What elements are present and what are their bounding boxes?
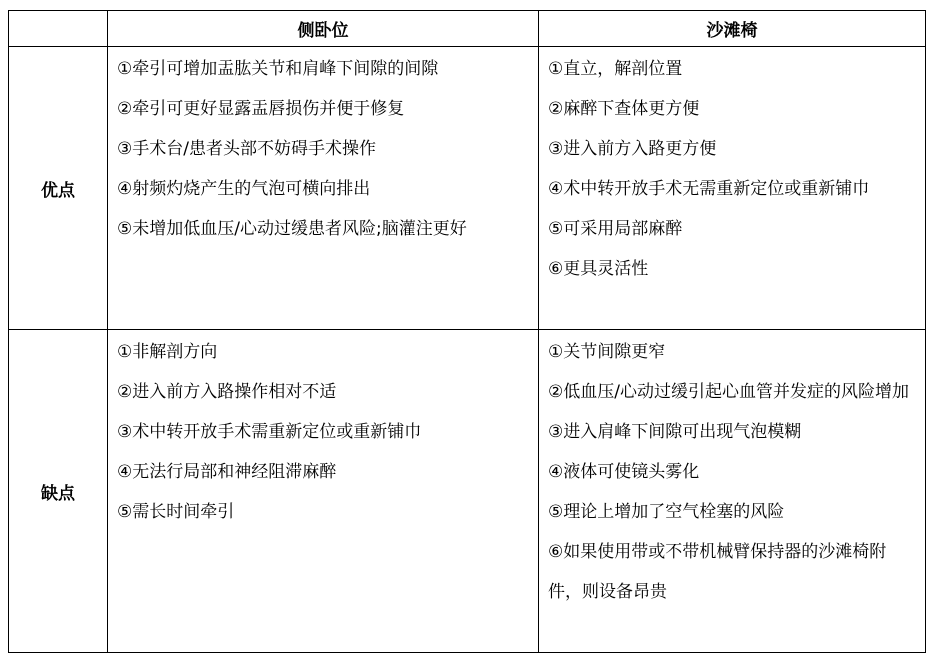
list-item: ②麻醉下查体更方便 bbox=[548, 99, 700, 119]
header-row bbox=[9, 11, 926, 47]
advantages-beach-chair-cell bbox=[539, 47, 926, 330]
list-item: ④无法行局部和神经阻滞麻醉 bbox=[117, 462, 337, 482]
advantages-beach-chair-list bbox=[548, 49, 919, 289]
list-item: ⑥更具灵活性 bbox=[548, 259, 649, 279]
header-empty-cell bbox=[9, 11, 108, 47]
list-item: ②进入前方入路操作相对不适 bbox=[117, 382, 337, 402]
list-item: ④射频灼烧产生的气泡可横向排出 bbox=[117, 179, 371, 199]
disadvantages-lateral-cell bbox=[108, 330, 539, 653]
disadvantages-label: 缺点 bbox=[9, 330, 108, 653]
disadvantages-lateral-list bbox=[117, 332, 532, 532]
list-item: ③进入肩峰下间隙可出现气泡模糊 bbox=[548, 422, 802, 442]
list-item: ⑤理论上增加了空气栓塞的风险 bbox=[548, 502, 785, 522]
advantages-lateral-cell bbox=[108, 47, 539, 330]
list-item: ①直立，解剖位置 bbox=[548, 59, 683, 79]
advantages-lateral-list bbox=[117, 49, 532, 249]
list-item: ③手术台/患者头部不妨碍手术操作 bbox=[117, 139, 376, 159]
advantages-row bbox=[9, 47, 926, 330]
list-item: ①关节间隙更窄 bbox=[548, 342, 666, 362]
list-item: ③进入前方入路更方便 bbox=[548, 139, 717, 159]
disadvantages-row bbox=[9, 330, 926, 653]
list-item: ④术中转开放手术无需重新定位或重新铺巾 bbox=[548, 179, 870, 199]
list-item: ②低血压/心动过缓引起心血管并发症的风险增加 bbox=[548, 382, 909, 402]
list-item: ①非解剖方向 bbox=[117, 342, 218, 362]
comparison-table bbox=[8, 10, 926, 653]
disadvantages-beach-chair-list bbox=[548, 332, 919, 612]
list-item: ⑤可采用局部麻醉 bbox=[548, 219, 683, 239]
list-item: ⑥如果使用带或不带机械臂保持器的沙滩椅附件，则设备昂贵 bbox=[548, 542, 887, 602]
header-lateral: 侧卧位 bbox=[108, 11, 539, 47]
list-item: ①牵引可增加盂肱关节和肩峰下间隙的间隙 bbox=[117, 59, 439, 79]
list-item: ⑤需长时间牵引 bbox=[117, 502, 235, 522]
list-item: ④液体可使镜头雾化 bbox=[548, 462, 700, 482]
header-beach-chair: 沙滩椅 bbox=[539, 11, 926, 47]
list-item: ③术中转开放手术需重新定位或重新铺巾 bbox=[117, 422, 422, 442]
disadvantages-beach-chair-cell bbox=[539, 330, 926, 653]
list-item: ⑤未增加低血压/心动过缓患者风险;脑灌注更好 bbox=[117, 219, 467, 239]
list-item: ②牵引可更好显露盂唇损伤并便于修复 bbox=[117, 99, 405, 119]
advantages-label: 优点 bbox=[9, 47, 108, 330]
